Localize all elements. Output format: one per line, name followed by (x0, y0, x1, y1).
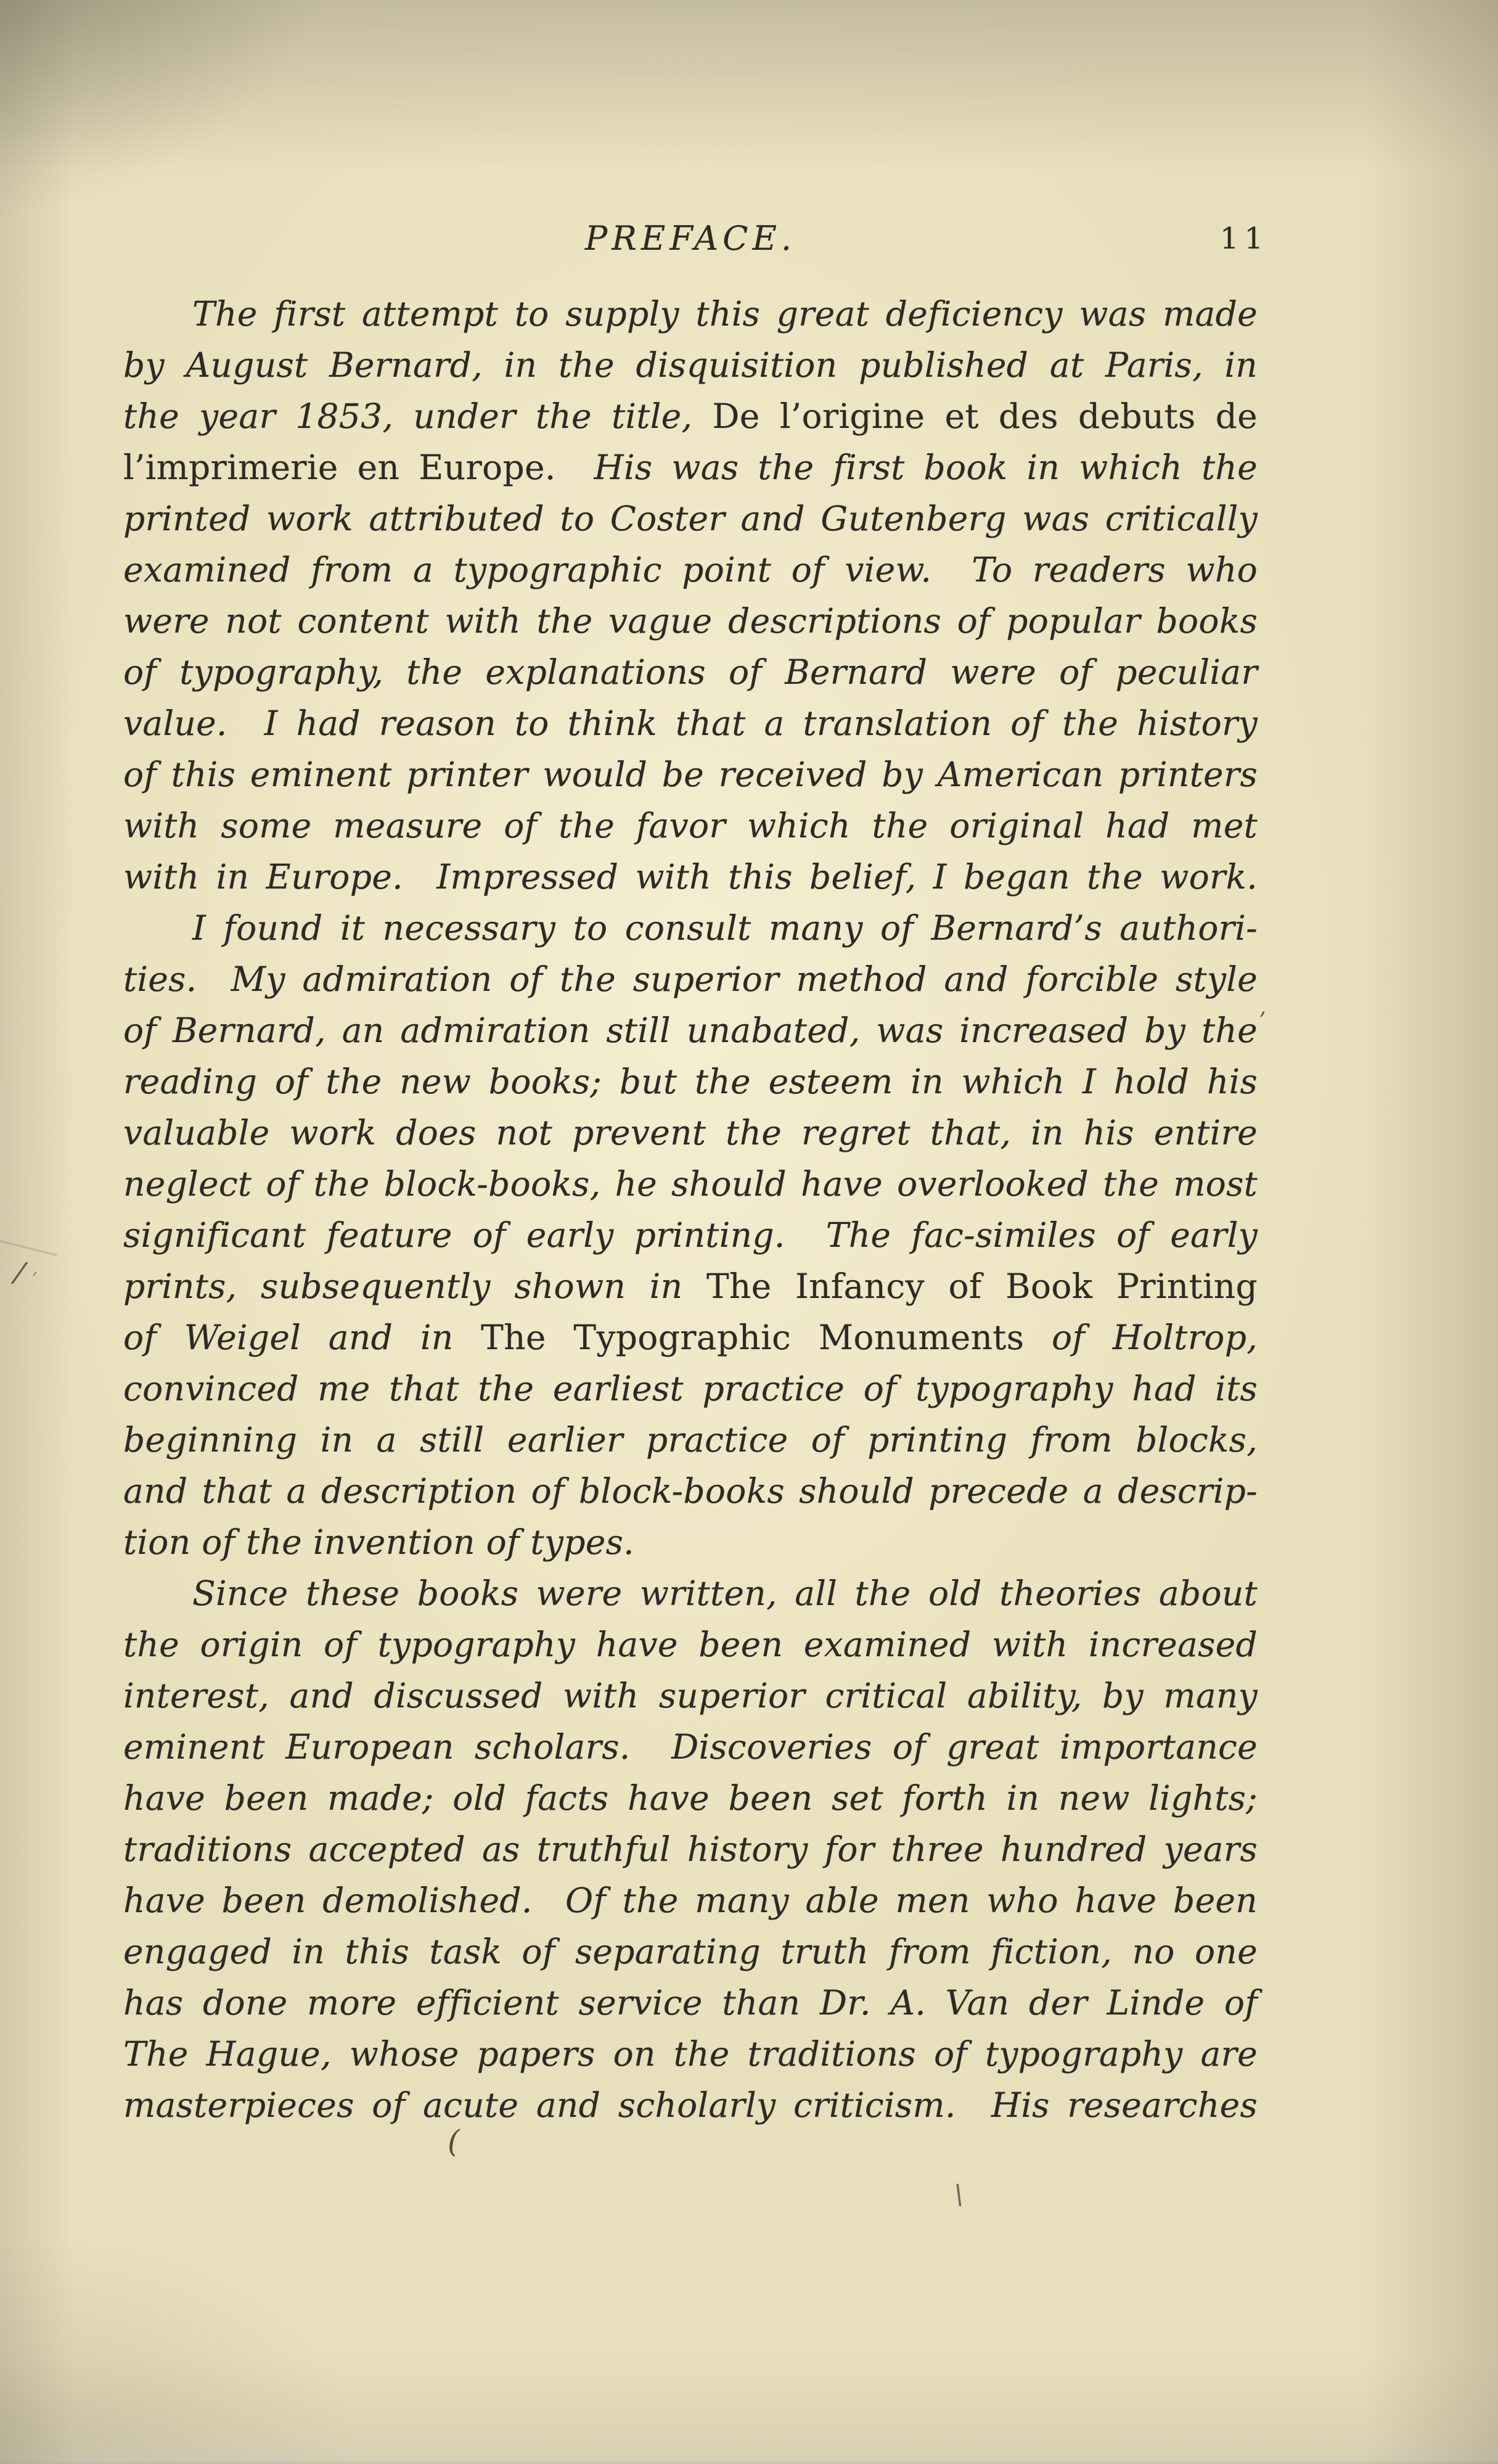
page-number: 11 (1219, 221, 1269, 256)
italic-text-segment: convinced me that the earliest practice of typography had its (123, 1369, 1258, 1408)
text-line (123, 1824, 1258, 1875)
text-line (123, 1312, 1258, 1363)
italic-text-segment: eminent European scholars. Discoveries of great importance (123, 1727, 1258, 1767)
text-line (123, 1619, 1258, 1670)
text-line (123, 596, 1258, 647)
roman-text-segment: De l’origine et des debuts de (712, 396, 1258, 436)
text-line (123, 852, 1258, 903)
italic-text-segment: of typography, the explanations of Bernard were of peculiar (123, 652, 1258, 692)
text-line (123, 1466, 1258, 1517)
text-line (123, 1261, 1258, 1312)
italic-text-segment: interest, and discussed with superior critical ability, by many (123, 1676, 1258, 1715)
italic-text-segment: the year 1853, under the title, (123, 396, 713, 436)
italic-text-segment: prints, subsequently shown in (123, 1267, 706, 1306)
italic-text-segment: engaged in this task of separating truth from fiction, no one (123, 1932, 1258, 1971)
text-line (123, 391, 1258, 442)
italic-text-segment: of this eminent printer would be received by American printers (123, 755, 1258, 794)
italic-text-segment: examined from a typographic point of view. To readers who (123, 550, 1258, 589)
text-line (123, 1363, 1258, 1415)
text-line (123, 1670, 1258, 1722)
italic-text-segment: neglect of the block-books, he should have overlooked the most (123, 1164, 1258, 1204)
text-line (123, 903, 1258, 954)
text-line (123, 1210, 1258, 1261)
text-line (123, 1977, 1258, 2029)
text-line (123, 800, 1258, 852)
italic-text-segment: of Bernard, an admiration still unabated, was increased by the (123, 1011, 1258, 1050)
italic-text-segment: The Hague, whose papers on the traditions of typography are (123, 2034, 1258, 2074)
text-line (123, 544, 1258, 596)
italic-text-segment: I found it necessary to consult many of Bernard’s authori- (192, 908, 1258, 948)
italic-text-segment: printed work attributed to Coster and Gutenberg was critically (123, 499, 1258, 538)
text-line (123, 1722, 1258, 1773)
stray-mark: ’ (1259, 1008, 1266, 1033)
italic-text-segment: ties. My admiration of the superior method and forcible style (123, 959, 1258, 999)
italic-text-segment: traditions accepted as truthful history for three hundred years (123, 1830, 1258, 1869)
italic-text-segment: of Holtrop, (1024, 1318, 1258, 1357)
italic-text-segment: the origin of typography have been examined with increased (123, 1625, 1258, 1664)
text-line (123, 1056, 1258, 1107)
page-header (123, 219, 1269, 258)
italic-text-segment: masterpieces of acute and scholarly criticism. His researches (123, 2085, 1258, 2125)
roman-text-segment: The Infancy of Book Printing (706, 1267, 1258, 1306)
text-line (123, 1773, 1258, 1824)
italic-text-segment: The first attempt to supply this great deficiency was made (192, 294, 1258, 334)
text-line (123, 1005, 1258, 1056)
italic-text-segment: valuable work does not prevent the regret that, in his entire (123, 1113, 1258, 1152)
italic-text-segment: Since these books were written, all the old theories about (192, 1574, 1258, 1613)
text-line (123, 1107, 1258, 1159)
text-line (123, 493, 1258, 544)
italic-text-segment: beginning in a still earlier practice of printing from blocks, (123, 1420, 1258, 1460)
text-line (123, 749, 1258, 800)
italic-text-segment: significant feature of early printing. The fac-similes of early (123, 1215, 1258, 1255)
text-line (123, 698, 1258, 749)
stray-mark: / (12, 1255, 27, 1289)
italic-text-segment: and that a description of block-books should precede a descrip- (123, 1471, 1258, 1511)
italic-text-segment: with some measure of the favor which the original had met (123, 806, 1258, 845)
italic-text-segment: by August Bernard, in the disquisition published at Paris, in (123, 345, 1258, 385)
italic-text-segment: of Weigel and in (123, 1318, 481, 1357)
text-line (123, 1159, 1258, 1210)
roman-text-segment: The Typographic Monuments (481, 1318, 1025, 1357)
text-line (123, 2029, 1258, 2080)
page-body (123, 289, 1258, 2131)
stray-mark: \ (954, 2179, 964, 2211)
text-line (123, 340, 1258, 391)
text-line (123, 1926, 1258, 1977)
scratch-mark (0, 1239, 57, 1256)
italic-text-segment: have been made; old facts have been set forth in new lights; (123, 1778, 1258, 1818)
text-line (123, 2080, 1258, 2131)
text-line (123, 1415, 1258, 1466)
italic-text-segment: have been demolished. Of the many able men who have been (123, 1881, 1258, 1920)
italic-text-segment: has done more efficient service than Dr. A. Van der Linde of (123, 1983, 1258, 2023)
italic-text-segment: His was the first book in which the (555, 448, 1258, 487)
text-line (123, 1517, 1258, 1568)
page-title: PREFACE. (584, 219, 796, 258)
italic-text-segment: tion of the invention of types. (123, 1522, 634, 1562)
italic-text-segment: value. I had reason to think that a translation of the history (123, 704, 1258, 743)
italic-text-segment: reading of the new books; but the esteem in which I hold his (123, 1062, 1258, 1101)
stray-mark: ( (448, 2124, 460, 2159)
roman-text-segment: l’imprimerie en Europe. (123, 448, 556, 487)
text-line (123, 1875, 1258, 1926)
text-line (123, 954, 1258, 1005)
text-line (123, 442, 1258, 493)
stray-mark: , (32, 1257, 38, 1279)
italic-text-segment: with in Europe. Impressed with this belief, I began the work. (123, 857, 1258, 897)
text-line (123, 647, 1258, 698)
text-line (123, 1568, 1258, 1619)
text-line (123, 289, 1258, 340)
italic-text-segment: were not content with the vague descriptions of popular books (123, 601, 1258, 641)
